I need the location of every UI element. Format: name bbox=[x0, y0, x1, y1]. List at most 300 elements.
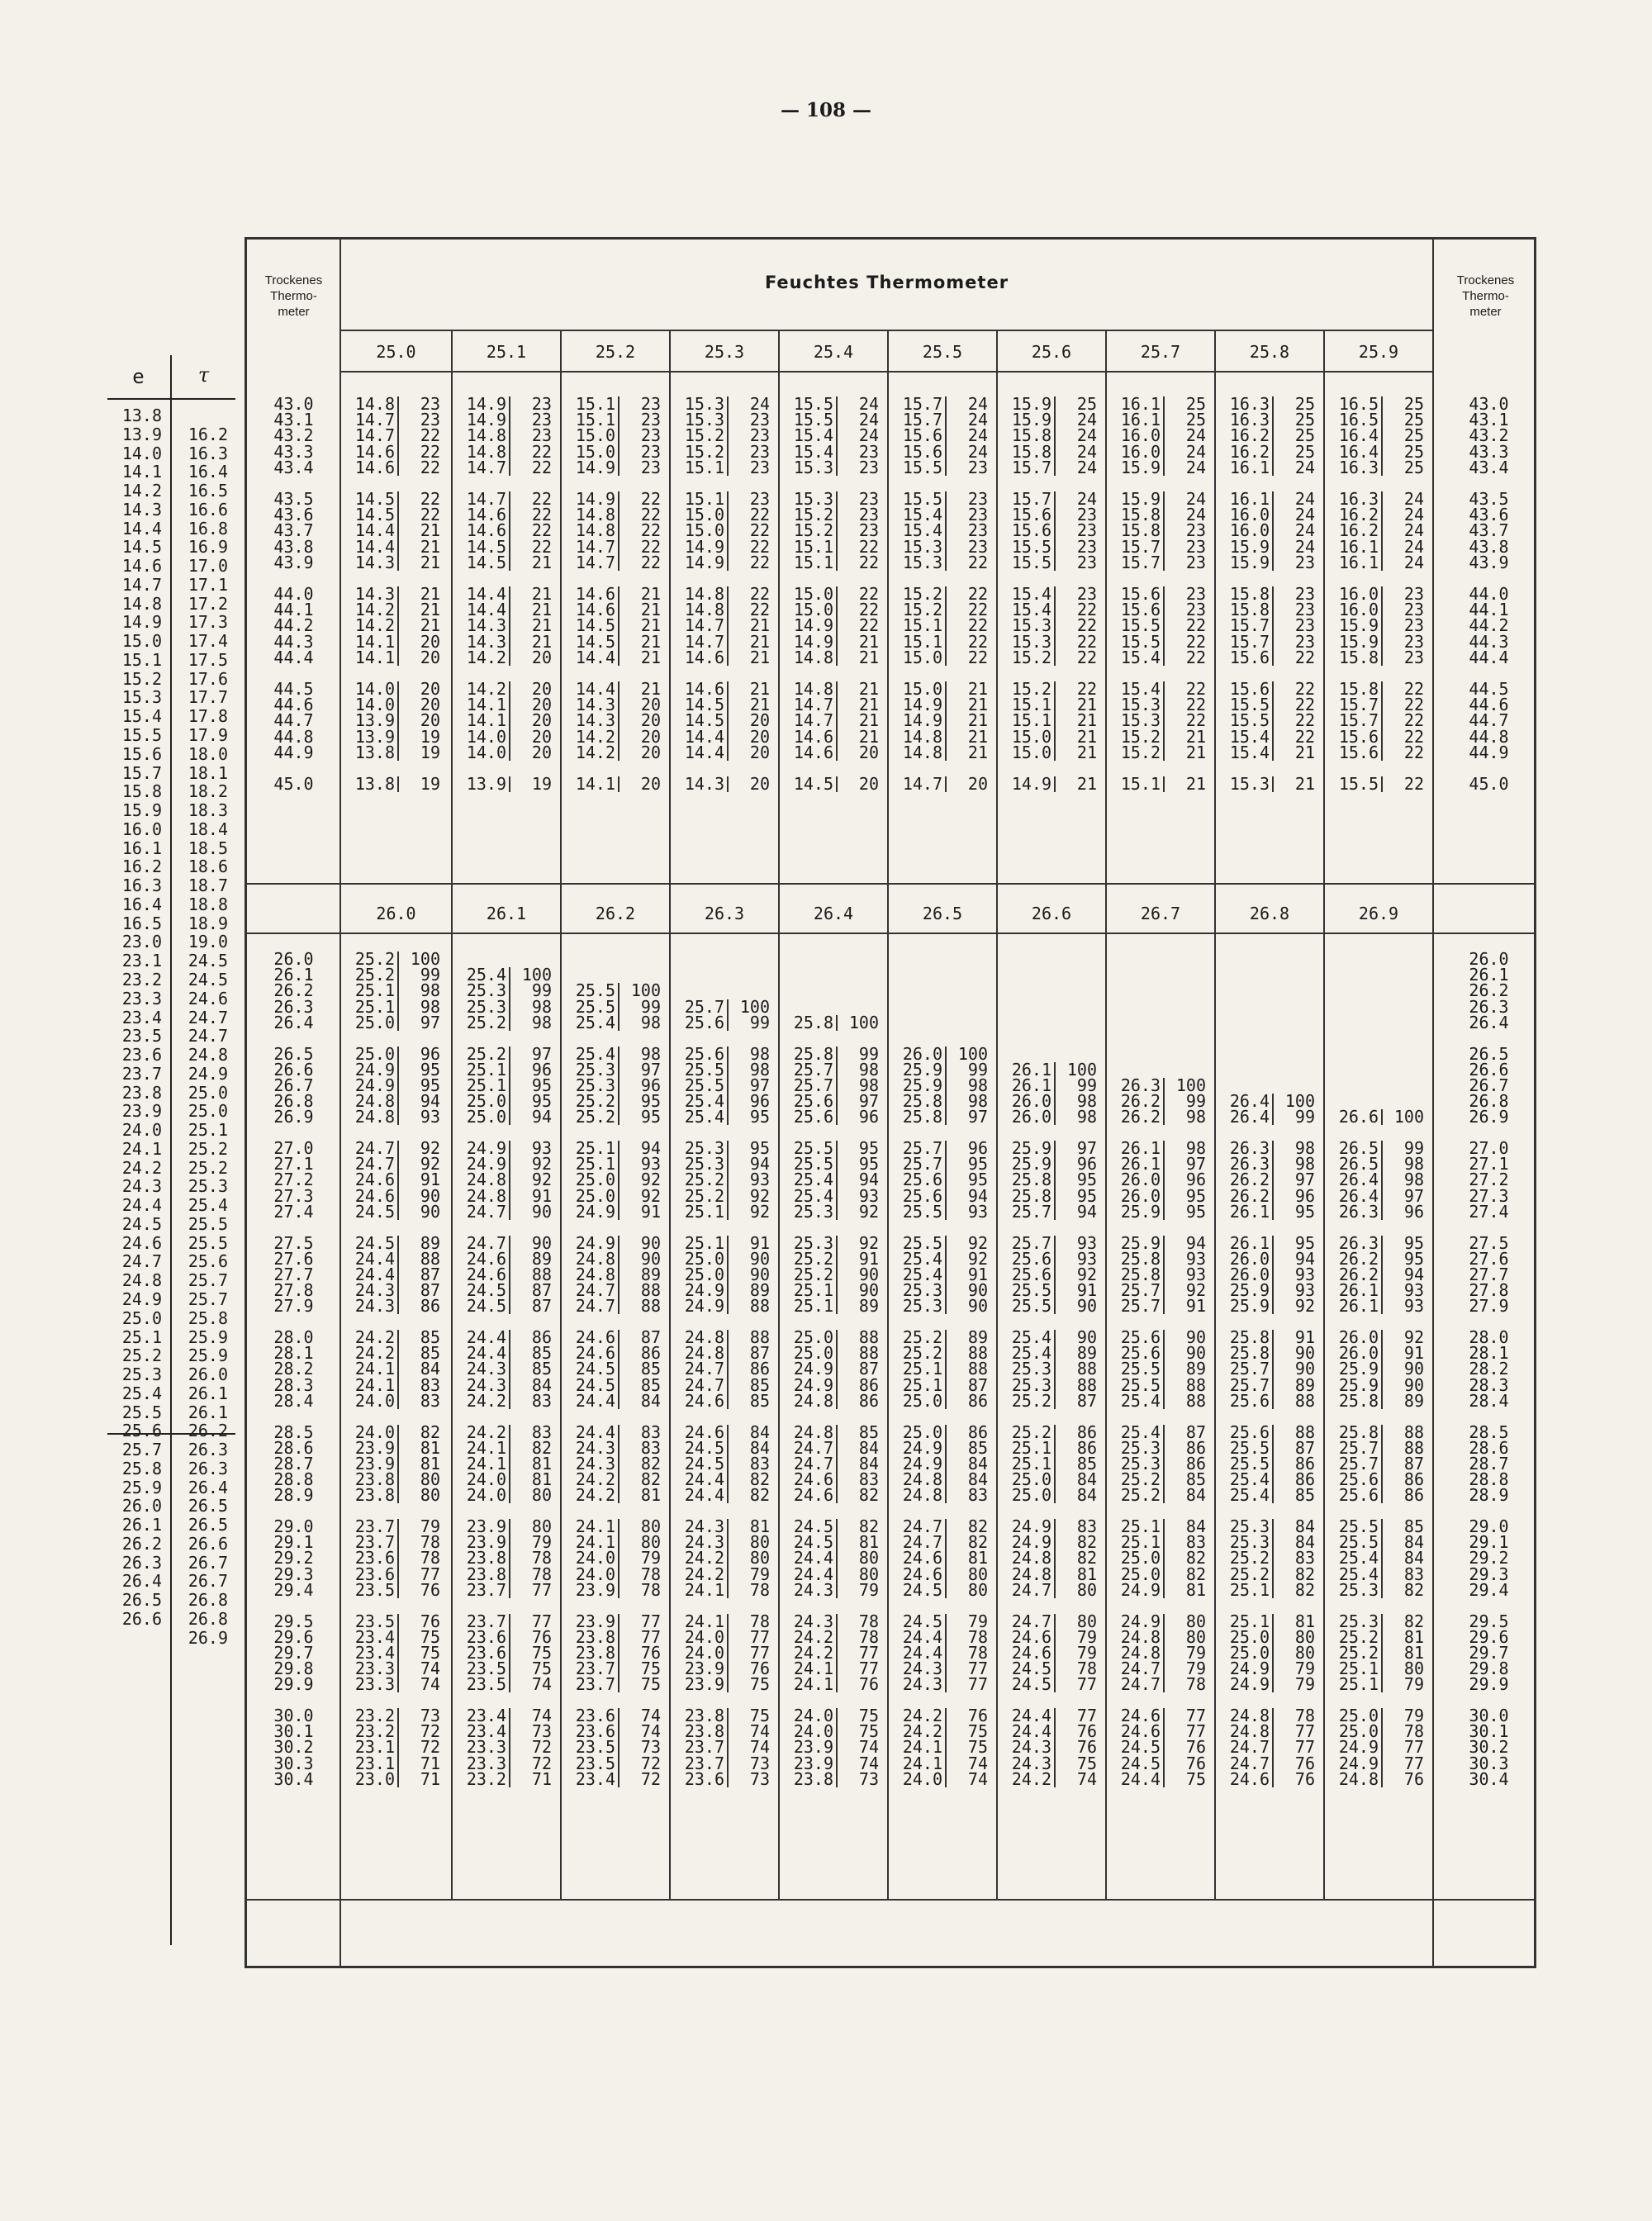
relative-humidity-cell: 98 bbox=[1294, 1154, 1315, 1175]
value-column bbox=[455, 1421, 552, 1506]
value-row bbox=[891, 1390, 988, 1411]
dew-point-cell: 15.7 bbox=[891, 412, 947, 428]
relative-humidity-cell: 85 bbox=[1185, 1469, 1206, 1490]
value-column bbox=[1000, 1327, 1097, 1411]
dew-point-cell: 25.8 bbox=[1109, 1251, 1165, 1267]
dew-point-cell: 14.9 bbox=[455, 412, 510, 428]
dew-point-cell: 14.3 bbox=[564, 697, 620, 713]
dew-point-value: 17.2 bbox=[188, 593, 228, 614]
dew-point-cell: 24.2 bbox=[455, 1425, 510, 1440]
relative-humidity-cell: 81 bbox=[640, 1485, 661, 1506]
value-row bbox=[782, 742, 879, 762]
dew-point-cell: 25.4 bbox=[455, 967, 510, 983]
value-row bbox=[564, 742, 661, 762]
dry-temp: 44.1 bbox=[273, 600, 314, 620]
dew-point-cell: 25.2 bbox=[455, 1046, 510, 1062]
value-row bbox=[455, 1390, 552, 1411]
value-column bbox=[564, 681, 661, 761]
dew-point-cell: 15.2 bbox=[891, 602, 947, 618]
relative-humidity-cell: 23 bbox=[1403, 615, 1424, 636]
dew-point-cell: 24.4 bbox=[344, 1267, 399, 1283]
relative-humidity-cell: 92 bbox=[420, 1154, 440, 1175]
relative-humidity-cell: 20 bbox=[531, 679, 552, 699]
relative-humidity-cell: 89 bbox=[420, 1232, 440, 1253]
dew-point-cell: 16.1 bbox=[1218, 491, 1274, 507]
value-column bbox=[1109, 1138, 1206, 1222]
dry-temp: 44.5 bbox=[1469, 679, 1509, 699]
dew-point-cell: 25.5 bbox=[673, 1062, 729, 1078]
relative-humidity-cell: 95 bbox=[1185, 1185, 1206, 1206]
value-row bbox=[1000, 1768, 1097, 1789]
dry-temp-column-right bbox=[1441, 1421, 1536, 1506]
relative-humidity-cell: 90 bbox=[967, 1296, 988, 1317]
dew-point-cell: 26.0 bbox=[1109, 1172, 1165, 1188]
relative-humidity-cell: 96 bbox=[640, 1075, 661, 1095]
value-row bbox=[891, 1109, 988, 1125]
dry-temp: 28.8 bbox=[1469, 1469, 1509, 1490]
dew-point-value: 26.1 bbox=[188, 1402, 228, 1422]
vapor-pressure-value: 15.3 bbox=[121, 687, 162, 708]
dry-temp: 27.6 bbox=[1469, 1248, 1509, 1269]
relative-humidity-cell: 78 bbox=[531, 1564, 552, 1584]
dew-point-cell: 25.2 bbox=[1327, 1645, 1383, 1661]
dew-point-cell: 14.7 bbox=[455, 460, 510, 476]
relative-humidity-cell: 20 bbox=[420, 695, 440, 715]
dew-point-cell: 14.9 bbox=[891, 713, 947, 728]
dew-point-cell: 24.8 bbox=[673, 1330, 729, 1345]
dew-point-value: 24.7 bbox=[188, 1007, 228, 1027]
relative-humidity-cell: 75 bbox=[858, 1706, 879, 1725]
dew-point-cell: 24.1 bbox=[344, 1378, 399, 1393]
dew-point-cell: 23.4 bbox=[344, 1645, 399, 1661]
dew-point-cell: 24.0 bbox=[455, 1488, 510, 1503]
relative-humidity-cell: 99 bbox=[531, 980, 552, 1001]
relative-humidity-cell: 78 bbox=[1185, 1674, 1206, 1695]
dew-point-cell: 25.9 bbox=[1327, 1361, 1383, 1377]
value-row bbox=[891, 457, 988, 477]
dew-point-cell: 24.7 bbox=[344, 1141, 399, 1156]
relative-humidity-cell: 21 bbox=[640, 631, 661, 652]
vapor-pressure-value: 14.5 bbox=[121, 537, 162, 558]
value-column bbox=[782, 1043, 879, 1127]
vapor-pressure-value: 14.6 bbox=[121, 556, 162, 577]
dew-point-cell: 14.6 bbox=[455, 507, 510, 523]
dew-point-cell: 25.6 bbox=[1327, 1488, 1383, 1503]
dew-point-cell: 24.7 bbox=[673, 1378, 729, 1393]
value-column bbox=[673, 776, 770, 792]
dry-temp: 27.1 bbox=[1469, 1154, 1509, 1175]
relative-humidity-cell: 23 bbox=[967, 536, 988, 557]
dry-temp-column-right bbox=[1441, 1611, 1536, 1695]
relative-humidity-cell: 95 bbox=[967, 1170, 988, 1190]
dew-point-cell: 15.0 bbox=[673, 523, 729, 539]
relative-humidity-cell: 77 bbox=[531, 1579, 552, 1600]
value-column bbox=[673, 952, 770, 1031]
dew-point-cell: 14.9 bbox=[891, 697, 947, 713]
dew-point-cell: 16.3 bbox=[1218, 412, 1274, 428]
dry-temp: 43.7 bbox=[1469, 520, 1509, 541]
dew-point-cell: 24.7 bbox=[1218, 1756, 1274, 1772]
relative-humidity-cell: 83 bbox=[420, 1374, 440, 1395]
dew-point-cell: 24.9 bbox=[1109, 1583, 1165, 1598]
dew-point-cell: 15.2 bbox=[673, 428, 729, 444]
dew-point-cell: 24.8 bbox=[1109, 1630, 1165, 1645]
relative-humidity-cell: 97 bbox=[420, 1012, 440, 1032]
dry-temp-column-left bbox=[247, 1516, 340, 1600]
dew-point-value: 18.5 bbox=[188, 838, 228, 858]
dew-point-cell: 25.4 bbox=[673, 1109, 729, 1125]
relative-humidity-cell: 23 bbox=[640, 410, 661, 430]
relative-humidity-cell: 86 bbox=[640, 1343, 661, 1364]
dew-point-cell: 26.6 bbox=[1327, 1109, 1383, 1125]
relative-humidity-cell: 100 bbox=[1066, 1059, 1097, 1080]
dew-point-cell: 24.5 bbox=[891, 1614, 947, 1630]
dew-point-cell: 25.5 bbox=[1000, 1283, 1056, 1298]
dew-point-cell: 25.2 bbox=[1218, 1567, 1274, 1583]
relative-humidity-cell: 83 bbox=[1403, 1564, 1424, 1584]
dew-point-cell: 15.7 bbox=[1000, 491, 1056, 507]
dew-point-cell: 25.2 bbox=[564, 1109, 620, 1125]
dry-temp: 44.8 bbox=[273, 726, 314, 747]
relative-humidity-cell: 21 bbox=[531, 600, 552, 620]
dew-point-cell: 16.0 bbox=[1327, 602, 1383, 618]
value-row bbox=[1218, 552, 1315, 572]
value-row bbox=[344, 776, 440, 792]
relative-humidity-cell: 99 bbox=[1294, 1107, 1315, 1127]
dew-point-cell: 25.2 bbox=[1109, 1488, 1165, 1503]
relative-humidity-cell: 81 bbox=[749, 1516, 770, 1536]
dry-temp: 29.7 bbox=[1469, 1642, 1509, 1663]
dew-point-cell: 15.2 bbox=[1000, 681, 1056, 697]
dry-temp: 29.3 bbox=[1469, 1564, 1509, 1584]
relative-humidity-cell: 78 bbox=[1076, 1659, 1097, 1679]
dew-point-cell: 23.7 bbox=[344, 1535, 399, 1550]
dew-point-cell: 24.5 bbox=[1109, 1739, 1165, 1755]
value-column bbox=[455, 1327, 552, 1411]
relative-humidity-cell: 96 bbox=[1403, 1201, 1424, 1222]
vapor-pressure-value: 23.4 bbox=[121, 1007, 162, 1027]
relative-humidity-cell: 80 bbox=[1076, 1579, 1097, 1600]
dew-point-cell: 14.0 bbox=[344, 697, 399, 713]
relative-humidity-cell: 21 bbox=[640, 615, 661, 636]
dew-point-cell: 13.9 bbox=[344, 713, 399, 728]
relative-humidity-cell: 76 bbox=[1403, 1768, 1424, 1789]
dew-point-cell: 14.0 bbox=[455, 729, 510, 745]
dew-point-cell: 24.5 bbox=[564, 1361, 620, 1377]
relative-humidity-cell: 89 bbox=[1403, 1390, 1424, 1411]
value-column bbox=[891, 1421, 988, 1506]
dew-point-cell: 14.4 bbox=[564, 650, 620, 666]
dew-point-cell: 25.1 bbox=[1327, 1661, 1383, 1677]
side-header-tau: τ bbox=[197, 363, 210, 387]
dew-point-cell: 15.8 bbox=[1218, 602, 1274, 618]
value-column bbox=[1000, 1708, 1097, 1787]
dew-point-cell: 24.6 bbox=[1109, 1724, 1165, 1739]
relative-humidity-cell: 20 bbox=[640, 774, 661, 794]
value-column bbox=[891, 396, 988, 476]
value-row bbox=[564, 1390, 661, 1411]
relative-humidity-cell: 24 bbox=[858, 394, 879, 414]
dew-point-cell: 25.3 bbox=[1000, 1378, 1056, 1393]
dew-point-cell: 23.5 bbox=[455, 1677, 510, 1692]
value-column bbox=[1218, 1421, 1315, 1506]
relative-humidity-cell: 21 bbox=[531, 615, 552, 636]
dew-point-cell: 24.3 bbox=[455, 1361, 510, 1377]
dew-point-cell: 26.4 bbox=[1327, 1189, 1383, 1204]
dew-point-cell: 24.0 bbox=[455, 1472, 510, 1488]
relative-humidity-cell: 23 bbox=[640, 457, 661, 477]
relative-humidity-cell: 20 bbox=[858, 742, 879, 762]
vapor-pressure-value: 23.5 bbox=[121, 1026, 162, 1046]
dew-point-cell: 16.3 bbox=[1327, 491, 1383, 507]
value-column bbox=[564, 1232, 661, 1317]
dew-point-cell: 25.8 bbox=[1000, 1172, 1056, 1188]
dry-temp: 28.0 bbox=[1469, 1327, 1509, 1347]
dry-temp: 44.7 bbox=[1469, 710, 1509, 731]
column-divider bbox=[1105, 372, 1107, 884]
relative-humidity-cell: 96 bbox=[967, 1138, 988, 1158]
dew-point-cell: 25.0 bbox=[891, 1425, 947, 1440]
dew-point-cell: 25.1 bbox=[1218, 1614, 1274, 1630]
dew-point-cell: 25.6 bbox=[1218, 1393, 1274, 1409]
dew-point-cell: 24.4 bbox=[455, 1330, 510, 1345]
dry-temp-column-right bbox=[1441, 1708, 1536, 1787]
relative-humidity-cell: 23 bbox=[1076, 552, 1097, 572]
dew-point-cell: 24.2 bbox=[564, 1488, 620, 1503]
relative-humidity-cell: 95 bbox=[1403, 1232, 1424, 1253]
dew-point-cell: 25.5 bbox=[1109, 1378, 1165, 1393]
right-dry-thermometer-label-line: Trockenes bbox=[1456, 273, 1515, 287]
relative-humidity-cell: 98 bbox=[749, 1043, 770, 1064]
value-row bbox=[344, 1390, 440, 1411]
dew-point-cell: 23.6 bbox=[673, 1772, 729, 1787]
dew-point-cell: 15.8 bbox=[1218, 586, 1274, 602]
wet-thermometer-header: 26.0 bbox=[376, 904, 416, 923]
dry-temp: 27.9 bbox=[1469, 1296, 1509, 1317]
relative-humidity-cell: 80 bbox=[1185, 1611, 1206, 1631]
relative-humidity-cell: 23 bbox=[1185, 552, 1206, 572]
dew-point-cell: 23.5 bbox=[344, 1614, 399, 1630]
dew-point-cell: 14.2 bbox=[564, 729, 620, 745]
value-column bbox=[1218, 776, 1315, 792]
relative-humidity-cell: 93 bbox=[1403, 1296, 1424, 1317]
relative-humidity-cell: 85 bbox=[1403, 1516, 1424, 1536]
relative-humidity-cell: 92 bbox=[967, 1232, 988, 1253]
dew-point-cell: 24.8 bbox=[673, 1345, 729, 1361]
dry-temp: 45.0 bbox=[1469, 774, 1509, 794]
relative-humidity-cell: 78 bbox=[749, 1611, 770, 1631]
value-row bbox=[1109, 1201, 1206, 1222]
wet-thermometer-header: 26.5 bbox=[922, 904, 963, 923]
dew-point-value: 25.7 bbox=[188, 1288, 228, 1309]
dry-temp: 43.2 bbox=[1469, 425, 1509, 446]
dew-point-cell: 24.5 bbox=[891, 1583, 947, 1598]
relative-humidity-cell: 21 bbox=[967, 679, 988, 699]
relative-humidity-cell: 20 bbox=[640, 726, 661, 747]
dew-point-value: 24.5 bbox=[188, 951, 228, 971]
vapor-pressure-value: 23.8 bbox=[121, 1082, 162, 1103]
dew-point-value: 17.4 bbox=[188, 631, 228, 652]
relative-humidity-cell: 77 bbox=[967, 1674, 988, 1695]
relative-humidity-cell: 100 bbox=[521, 965, 552, 985]
relative-humidity-cell: 82 bbox=[1185, 1548, 1206, 1568]
value-row bbox=[782, 1768, 879, 1789]
value-column bbox=[564, 1138, 661, 1222]
relative-humidity-cell: 24 bbox=[967, 425, 988, 446]
relative-humidity-cell: 73 bbox=[531, 1721, 552, 1742]
relative-humidity-cell: 89 bbox=[967, 1327, 988, 1347]
value-column bbox=[1327, 491, 1424, 571]
relative-humidity-cell: 85 bbox=[640, 1359, 661, 1379]
dew-point-cell: 25.2 bbox=[673, 1172, 729, 1188]
dew-point-value: 16.3 bbox=[188, 443, 228, 463]
relative-humidity-cell: 22 bbox=[749, 600, 770, 620]
value-row bbox=[564, 1296, 661, 1317]
relative-humidity-cell: 84 bbox=[967, 1453, 988, 1474]
relative-humidity-cell: 98 bbox=[1185, 1107, 1206, 1127]
relative-humidity-cell: 83 bbox=[1294, 1548, 1315, 1568]
relative-humidity-cell: 86 bbox=[749, 1359, 770, 1379]
value-row bbox=[673, 1390, 770, 1411]
value-column bbox=[344, 1708, 440, 1787]
dew-point-cell: 15.9 bbox=[1327, 618, 1383, 634]
relative-humidity-cell: 20 bbox=[640, 742, 661, 762]
vapor-pressure-value: 16.1 bbox=[121, 838, 162, 858]
dew-point-cell: 24.8 bbox=[564, 1267, 620, 1283]
dew-point-cell: 24.8 bbox=[891, 1472, 947, 1488]
dew-point-cell: 25.7 bbox=[1109, 1298, 1165, 1314]
relative-humidity-cell: 22 bbox=[858, 584, 879, 604]
dew-point-cell: 25.1 bbox=[564, 1141, 620, 1156]
relative-humidity-cell: 23 bbox=[1294, 631, 1315, 652]
relative-humidity-cell: 24 bbox=[1403, 520, 1424, 541]
relative-humidity-cell: 22 bbox=[640, 520, 661, 541]
vapor-pressure-value: 25.6 bbox=[121, 1421, 162, 1441]
section-rule-bottom bbox=[247, 933, 1536, 934]
relative-humidity-cell: 77 bbox=[749, 1642, 770, 1663]
dew-point-cell: 25.5 bbox=[782, 1141, 838, 1156]
dew-point-cell: 15.7 bbox=[891, 396, 947, 412]
relative-humidity-cell: 22 bbox=[1076, 679, 1097, 699]
dew-point-cell: 26.2 bbox=[1327, 1267, 1383, 1283]
dew-point-cell: 26.0 bbox=[1327, 1345, 1383, 1361]
dew-point-cell: 25.0 bbox=[782, 1345, 838, 1361]
dew-point-cell: 26.3 bbox=[1327, 1204, 1383, 1220]
dew-point-cell: 24.1 bbox=[782, 1661, 838, 1677]
relative-humidity-cell: 79 bbox=[1076, 1642, 1097, 1663]
relative-humidity-cell: 97 bbox=[967, 1107, 988, 1127]
dry-temp: 26.6 bbox=[1469, 1059, 1509, 1080]
relative-humidity-cell: 92 bbox=[420, 1138, 440, 1158]
dew-point-cell: 14.9 bbox=[455, 396, 510, 412]
relative-humidity-cell: 87 bbox=[1076, 1390, 1097, 1411]
relative-humidity-cell: 19 bbox=[420, 774, 440, 794]
value-column bbox=[1218, 396, 1315, 476]
wet-thermometer-header: 26.2 bbox=[595, 904, 636, 923]
dew-point-cell: 25.8 bbox=[782, 1015, 838, 1031]
value-row bbox=[344, 552, 440, 572]
dew-point-cell: 25.2 bbox=[782, 1267, 838, 1283]
dew-point-cell: 24.5 bbox=[673, 1456, 729, 1472]
dew-point-cell: 15.1 bbox=[1000, 713, 1056, 728]
dew-point-cell: 24.8 bbox=[1218, 1708, 1274, 1724]
value-column bbox=[891, 1138, 988, 1222]
wet-thermometer-header: 26.3 bbox=[704, 904, 745, 923]
relative-humidity-cell: 21 bbox=[858, 679, 879, 699]
relative-humidity-cell: 86 bbox=[1403, 1485, 1424, 1506]
dew-point-cell: 24.2 bbox=[673, 1567, 729, 1583]
dew-point-cell: 25.2 bbox=[673, 1189, 729, 1204]
relative-humidity-cell: 73 bbox=[749, 1753, 770, 1773]
dew-point-cell: 14.8 bbox=[673, 602, 729, 618]
relative-humidity-cell: 23 bbox=[749, 457, 770, 477]
dew-point-cell: 15.6 bbox=[1327, 729, 1383, 745]
value-column bbox=[1109, 776, 1206, 792]
relative-humidity-cell: 84 bbox=[1185, 1485, 1206, 1506]
relative-humidity-cell: 22 bbox=[420, 489, 440, 509]
dew-point-cell: 15.2 bbox=[673, 444, 729, 460]
dew-point-cell: 14.0 bbox=[344, 681, 399, 697]
vapor-pressure-value: 25.5 bbox=[121, 1402, 162, 1422]
dew-point-cell: 25.0 bbox=[1109, 1567, 1165, 1583]
dew-point-cell: 14.8 bbox=[782, 681, 838, 697]
relative-humidity-cell: 90 bbox=[420, 1185, 440, 1206]
dew-point-cell: 15.5 bbox=[1000, 555, 1056, 571]
relative-humidity-cell: 82 bbox=[1076, 1548, 1097, 1568]
relative-humidity-cell: 22 bbox=[1076, 647, 1097, 667]
dew-point-cell: 25.8 bbox=[782, 1046, 838, 1062]
value-column bbox=[455, 586, 552, 666]
value-row bbox=[1000, 776, 1097, 792]
value-row bbox=[344, 457, 440, 477]
dew-point-cell: 24.4 bbox=[782, 1567, 838, 1583]
relative-humidity-cell: 98 bbox=[1403, 1170, 1424, 1190]
relative-humidity-cell: 72 bbox=[531, 1737, 552, 1758]
dew-point-cell: 26.4 bbox=[1218, 1109, 1274, 1125]
dry-temp: 26.4 bbox=[273, 1012, 314, 1032]
value-row bbox=[673, 552, 770, 572]
relative-humidity-cell: 20 bbox=[420, 631, 440, 652]
relative-humidity-cell: 78 bbox=[640, 1579, 661, 1600]
value-row bbox=[782, 552, 879, 572]
value-row bbox=[1218, 776, 1315, 792]
dew-point-cell: 24.9 bbox=[455, 1156, 510, 1172]
relative-humidity-cell: 21 bbox=[1185, 726, 1206, 747]
dry-temp: 28.6 bbox=[273, 1437, 314, 1458]
vapor-pressure-value: 24.1 bbox=[121, 1138, 162, 1159]
dew-point-cell: 15.5 bbox=[1109, 634, 1165, 650]
relative-humidity-cell: 100 bbox=[410, 949, 440, 969]
relative-humidity-cell: 21 bbox=[858, 631, 879, 652]
column-divider bbox=[1323, 933, 1325, 1900]
value-column bbox=[455, 1611, 552, 1695]
dew-point-cell: 25.3 bbox=[1218, 1535, 1274, 1550]
dew-point-cell: 24.3 bbox=[891, 1661, 947, 1677]
dew-point-cell: 14.5 bbox=[673, 713, 729, 728]
relative-humidity-cell: 94 bbox=[640, 1138, 661, 1158]
relative-humidity-cell: 74 bbox=[640, 1721, 661, 1742]
dew-point-cell: 25.0 bbox=[455, 1094, 510, 1109]
relative-humidity-cell: 21 bbox=[858, 710, 879, 731]
wet-thermometer-header: 26.8 bbox=[1249, 904, 1290, 923]
dew-point-cell: 25.3 bbox=[782, 1204, 838, 1220]
dew-point-cell: 15.6 bbox=[1109, 602, 1165, 618]
dry-temp: 26.5 bbox=[273, 1043, 314, 1064]
relative-humidity-cell: 90 bbox=[1294, 1343, 1315, 1364]
dew-point-cell: 16.0 bbox=[1327, 586, 1383, 602]
dew-point-cell: 24.8 bbox=[1218, 1724, 1274, 1739]
dew-point-cell: 25.4 bbox=[1327, 1550, 1383, 1566]
